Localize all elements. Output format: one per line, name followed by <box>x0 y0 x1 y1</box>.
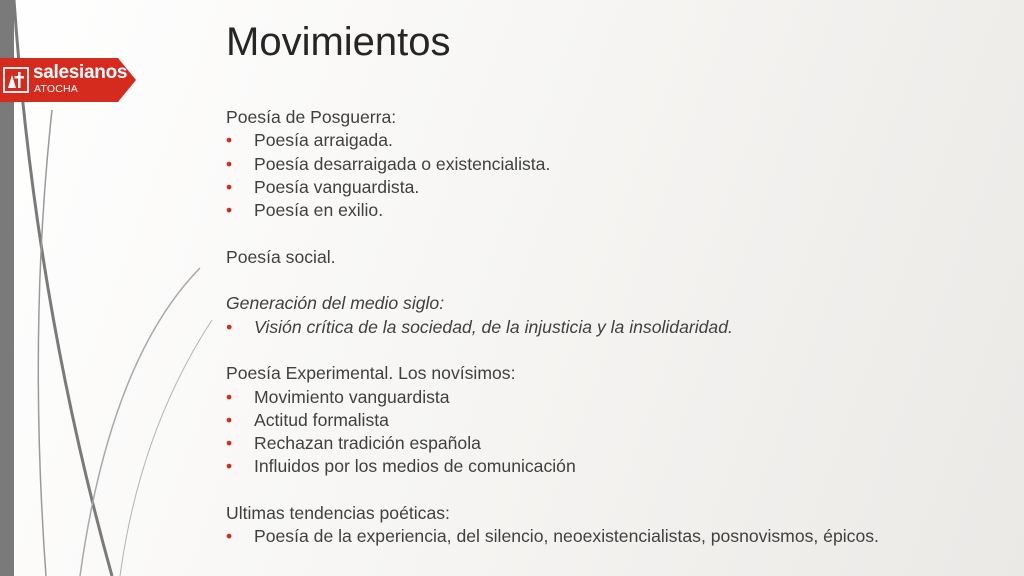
bullet-text: Influidos por los medios de comunicación <box>254 456 576 477</box>
bullet-text: Poesía vanguardista. <box>254 176 420 197</box>
section-heading: Ultimas tendencias poéticas: <box>226 503 450 524</box>
logo-subtitle: ATOCHA <box>34 83 78 95</box>
bullet-item <box>226 129 1006 152</box>
bullet-text: Actitud formalista <box>254 409 389 430</box>
bullet-item <box>226 409 1006 432</box>
bullet-marker: • <box>226 316 233 337</box>
spacer <box>226 269 1006 292</box>
bullet-marker: • <box>226 409 233 430</box>
bullet-marker: • <box>226 526 233 547</box>
bullet-text: Poesía en exilio. <box>254 200 384 221</box>
section-heading: Poesía Experimental. Los novísimos: <box>226 363 516 384</box>
bullet-item <box>226 432 1006 455</box>
spacer <box>226 339 1006 362</box>
bullet-item <box>226 455 1006 478</box>
bullet-text: Movimiento vanguardista <box>254 386 450 407</box>
section-heading: Poesía social. <box>226 246 336 267</box>
bullet-item <box>226 386 1006 409</box>
bullet-item <box>226 525 1006 548</box>
bullet-text: Poesía desarraigada o existencialista. <box>254 153 551 174</box>
slide-title: Movimientos <box>226 20 451 64</box>
spacer <box>226 479 1006 502</box>
slide-content <box>226 106 1006 549</box>
bullet-marker: • <box>226 386 233 407</box>
bullet-item <box>226 176 1006 199</box>
bullet-marker: • <box>226 153 233 174</box>
salesianos-logo <box>0 58 136 102</box>
bullet-marker: • <box>226 200 233 221</box>
spacer <box>226 222 1006 245</box>
logo-name: salesianos <box>33 62 128 83</box>
bullet-text: Poesía de la experiencia, del silencio, neoexistencialistas, posnovismos, épicos. <box>254 526 879 547</box>
section-heading: Generación del medio siglo: <box>226 293 445 314</box>
bullet-text: Poesía arraigada. <box>254 130 393 151</box>
bullet-text: Visión crítica de la sociedad, de la injusticia y la insolidaridad. <box>254 316 733 337</box>
bullet-marker: • <box>226 433 233 454</box>
bullet-marker: • <box>226 176 233 197</box>
salesianos-emblem-icon <box>3 67 29 93</box>
section-heading: Poesía de Posguerra: <box>226 107 397 127</box>
bullet-item <box>226 199 1006 222</box>
bullet-item <box>226 153 1006 176</box>
bullet-text: Rechazan tradición española <box>254 433 481 454</box>
bullet-item <box>226 316 1006 339</box>
bullet-marker: • <box>226 456 233 477</box>
bullet-marker: • <box>226 130 233 151</box>
